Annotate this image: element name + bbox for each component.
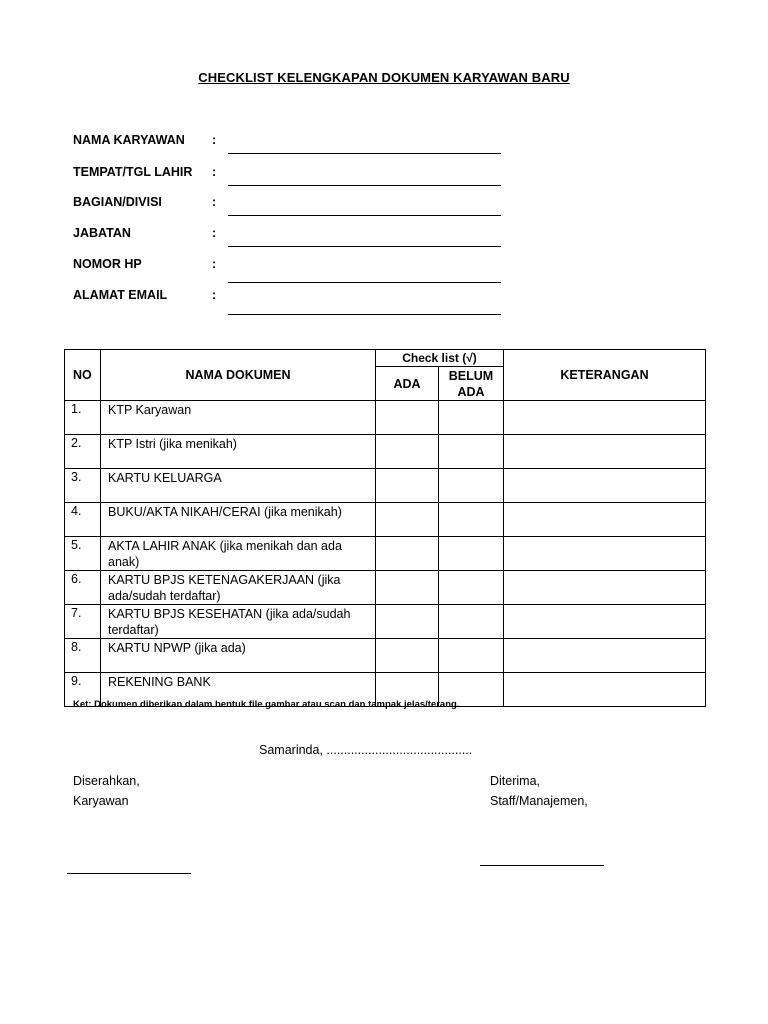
keterangan-cell[interactable]: [504, 469, 706, 503]
document-name: KARTU BPJS KETENAGAKERJAAN (jika ada/sudah terdaftar): [101, 571, 376, 605]
signature-right-role: Staff/Manajemen,: [490, 794, 588, 808]
field-label: NAMA KARYAWAN: [73, 133, 185, 147]
table-note: Ket: Dokumen diberikan dalam bentuk file gambar atau scan dan tampak jelas/terang.: [73, 699, 460, 710]
field-colon: :: [212, 288, 217, 302]
document-name: AKTA LAHIR ANAK (jika menikah dan ada anak): [101, 537, 376, 571]
document-name: KARTU KELUARGA: [101, 469, 376, 503]
table-row: [65, 503, 706, 537]
check-belum-ada-cell[interactable]: [439, 401, 504, 435]
field-colon: :: [212, 133, 217, 147]
keterangan-cell[interactable]: [504, 605, 706, 639]
document-name: KTP Istri (jika menikah): [101, 435, 376, 469]
field-label: TEMPAT/TGL LAHIR: [73, 165, 193, 179]
document-name: BUKU/AKTA NIKAH/CERAI (jika menikah): [101, 503, 376, 537]
field-bagian-divisi: [73, 195, 503, 227]
field-colon: :: [212, 165, 217, 179]
field-input-line[interactable]: [228, 185, 501, 186]
check-belum-ada-cell[interactable]: [439, 639, 504, 673]
document-checklist-table: [64, 349, 706, 707]
check-ada-cell[interactable]: [376, 639, 439, 673]
field-input-line[interactable]: [228, 215, 501, 216]
keterangan-cell[interactable]: [504, 537, 706, 571]
row-number: 6.: [65, 571, 101, 605]
check-belum-ada-cell[interactable]: [439, 537, 504, 571]
check-belum-ada-cell[interactable]: [439, 469, 504, 503]
signature-left: [73, 771, 140, 811]
field-alamat-email: [73, 288, 503, 320]
field-input-line[interactable]: [228, 282, 501, 283]
keterangan-cell[interactable]: [504, 435, 706, 469]
row-number: 8.: [65, 639, 101, 673]
signature-right: [490, 771, 588, 811]
document-name: KARTU BPJS KESEHATAN (jika ada/sudah terdaftar): [101, 605, 376, 639]
check-ada-cell[interactable]: [376, 435, 439, 469]
signature-right-title: Diterima,: [490, 774, 541, 788]
check-ada-cell[interactable]: [376, 605, 439, 639]
row-number: 3.: [65, 469, 101, 503]
signature-left-title: Diserahkan,: [73, 774, 140, 788]
keterangan-cell[interactable]: [504, 673, 706, 707]
signature-right-line[interactable]: [480, 865, 604, 866]
document-name: KARTU NPWP (jika ada): [101, 639, 376, 673]
check-ada-cell[interactable]: [376, 571, 439, 605]
field-nomor-hp: [73, 257, 503, 289]
field-label: NOMOR HP: [73, 257, 142, 271]
table-row: [65, 571, 706, 605]
signature-left-line[interactable]: [67, 873, 191, 874]
field-tempat-tgl-lahir: [73, 165, 503, 197]
field-label: BAGIAN/DIVISI: [73, 195, 162, 209]
keterangan-cell[interactable]: [504, 503, 706, 537]
table-row: [65, 639, 706, 673]
field-label: JABATAN: [73, 226, 131, 240]
row-number: 5.: [65, 537, 101, 571]
check-ada-cell[interactable]: [376, 401, 439, 435]
field-colon: :: [212, 195, 217, 209]
header-no: NO: [65, 350, 101, 401]
row-number: 1.: [65, 401, 101, 435]
table-row: [65, 401, 706, 435]
field-nama-karyawan: [73, 133, 503, 165]
table-row: [65, 435, 706, 469]
keterangan-cell[interactable]: [504, 401, 706, 435]
document-name: REKENING BANK: [101, 673, 376, 707]
row-number: 2.: [65, 435, 101, 469]
header-nama-dokumen: NAMA DOKUMEN: [101, 350, 376, 401]
field-colon: :: [212, 226, 217, 240]
row-number: 9.: [65, 673, 101, 707]
field-input-line[interactable]: [228, 246, 501, 247]
field-input-line[interactable]: [228, 314, 501, 315]
check-ada-cell[interactable]: [376, 503, 439, 537]
header-ada: ADA: [376, 367, 439, 401]
check-belum-ada-cell[interactable]: [439, 503, 504, 537]
document-name: KTP Karyawan: [101, 401, 376, 435]
keterangan-cell[interactable]: [504, 571, 706, 605]
place-date: Samarinda, ..........................................: [259, 743, 473, 757]
header-belum-ada: BELUM ADA: [439, 367, 504, 401]
table-row: [65, 605, 706, 639]
table-row: [65, 469, 706, 503]
check-belum-ada-cell[interactable]: [439, 571, 504, 605]
check-belum-ada-cell[interactable]: [439, 435, 504, 469]
field-jabatan: [73, 226, 503, 258]
header-keterangan: KETERANGAN: [504, 350, 706, 401]
keterangan-cell[interactable]: [504, 639, 706, 673]
row-number: 7.: [65, 605, 101, 639]
field-colon: :: [212, 257, 217, 271]
document-title: CHECKLIST KELENGKAPAN DOKUMEN KARYAWAN BARU: [198, 70, 570, 85]
check-belum-ada-cell[interactable]: [439, 605, 504, 639]
check-ada-cell[interactable]: [376, 537, 439, 571]
field-label: ALAMAT EMAIL: [73, 288, 168, 302]
row-number: 4.: [65, 503, 101, 537]
check-ada-cell[interactable]: [376, 469, 439, 503]
table-row: [65, 537, 706, 571]
signature-left-role: Karyawan: [73, 794, 129, 808]
field-input-line[interactable]: [228, 153, 501, 154]
header-checklist: Check list (√): [376, 350, 504, 367]
